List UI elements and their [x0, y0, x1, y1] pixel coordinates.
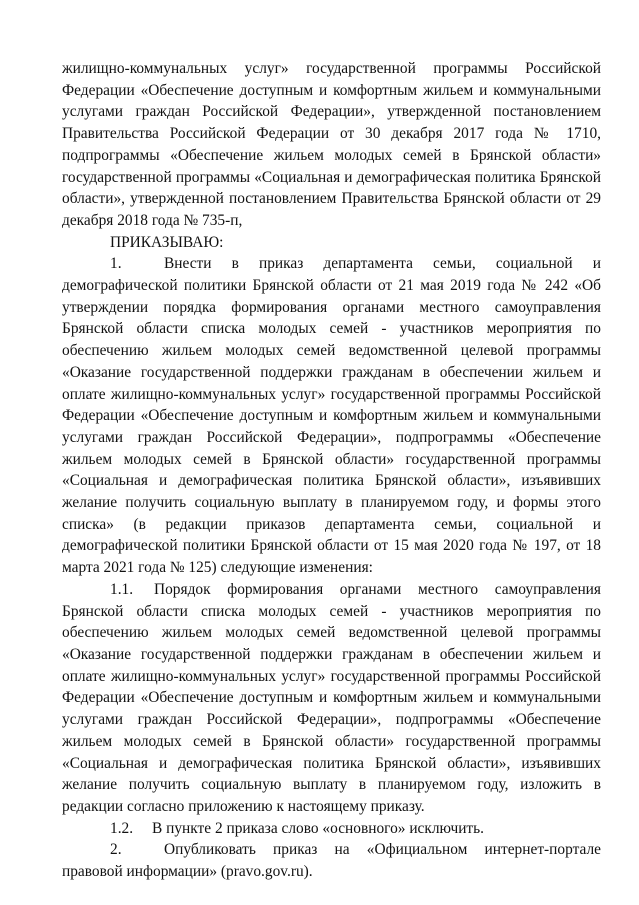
- clause-2: [62, 839, 601, 882]
- clause-number: 1.1.: [110, 580, 134, 598]
- clause-text: В пункте 2 приказа слово «основного» исключить.: [152, 819, 485, 837]
- intro-paragraph: жилищно-коммунальных услуг» государственной программы Российской Федерации «Обеспечение доступным и комфортным жильем и коммунальными услугами граждан Российской Федерации», утвержденной постановлением Правительства Российской Федерации от 30 декабря 2017 года № 1710, подпрограммы «Обеспечение жильем молодых семей в Брянской области» государственной программы «Социальная и демографическая политика Брянской области», утвержденной постановлением Правительства Брянской области от 29 декабря 2018 года № 735-п,: [62, 60, 601, 229]
- clause-number: 1.: [110, 255, 122, 273]
- clause-1-1: [62, 579, 601, 818]
- clause-1: [62, 253, 601, 579]
- clause-text: Опубликовать приказ на «Официальном интернет-портале правовой информации» (pravo.gov.ru).: [62, 841, 601, 881]
- order-word: ПРИКАЗЫВАЮ:: [110, 233, 224, 251]
- clause-number: 2.: [110, 841, 122, 859]
- clause-1-2: [62, 818, 601, 840]
- clause-text: Внести в приказ департамента семьи, социальной и демографической политики Брянской области от 21 мая 2019 года № 242 «Об утверждении порядка формирования органами местного самоуправления Брянской области списка молодых семей - участников мероприятия по обеспечению жильем молодых семей ведомственной целевой программы «Оказание государственной поддержки гражданам в обеспечении жильем и оплате жилищно-коммунальных услуг» государственной программы Российской Федерации «Обеспечение доступным и комфортным жильем и коммунальными услугами граждан Российской Федерации», подпрограммы «Обеспечение жильем молодых семей в Брянской области» государственной программы «Социальная и демографическая политика Брянской области», изъявивших желание получить социальную выплату в планируемом году, и формы этого списка» (в редакции приказов департамента семьи, социальной и демографической политики Брянской области от 15 мая 2020 года № 197, от 18 марта 2021 года № 125) следующие изменения:: [62, 255, 601, 577]
- clause-text: Порядок формирования органами местного самоуправления Брянской области списка молодых семей - участников мероприятия по обеспечению жильем молодых семей ведомственной целевой программы «Оказание государственной поддержки гражданам в обеспечении жильем и оплате жилищно-коммунальных услуг» государственной программы Российской Федерации «Обеспечение доступным и комфортным жильем и коммунальными услугами граждан Российской Федерации», подпрограммы «Обеспечение жильем молодых семей в Брянской области» государственной программы «Социальная и демографическая политика Брянской области», изъявивших желание получить социальную выплату в планируемом году, изложить в редакции согласно приложению к настоящему приказу.: [62, 580, 601, 815]
- clause-number: 1.2.: [110, 819, 134, 837]
